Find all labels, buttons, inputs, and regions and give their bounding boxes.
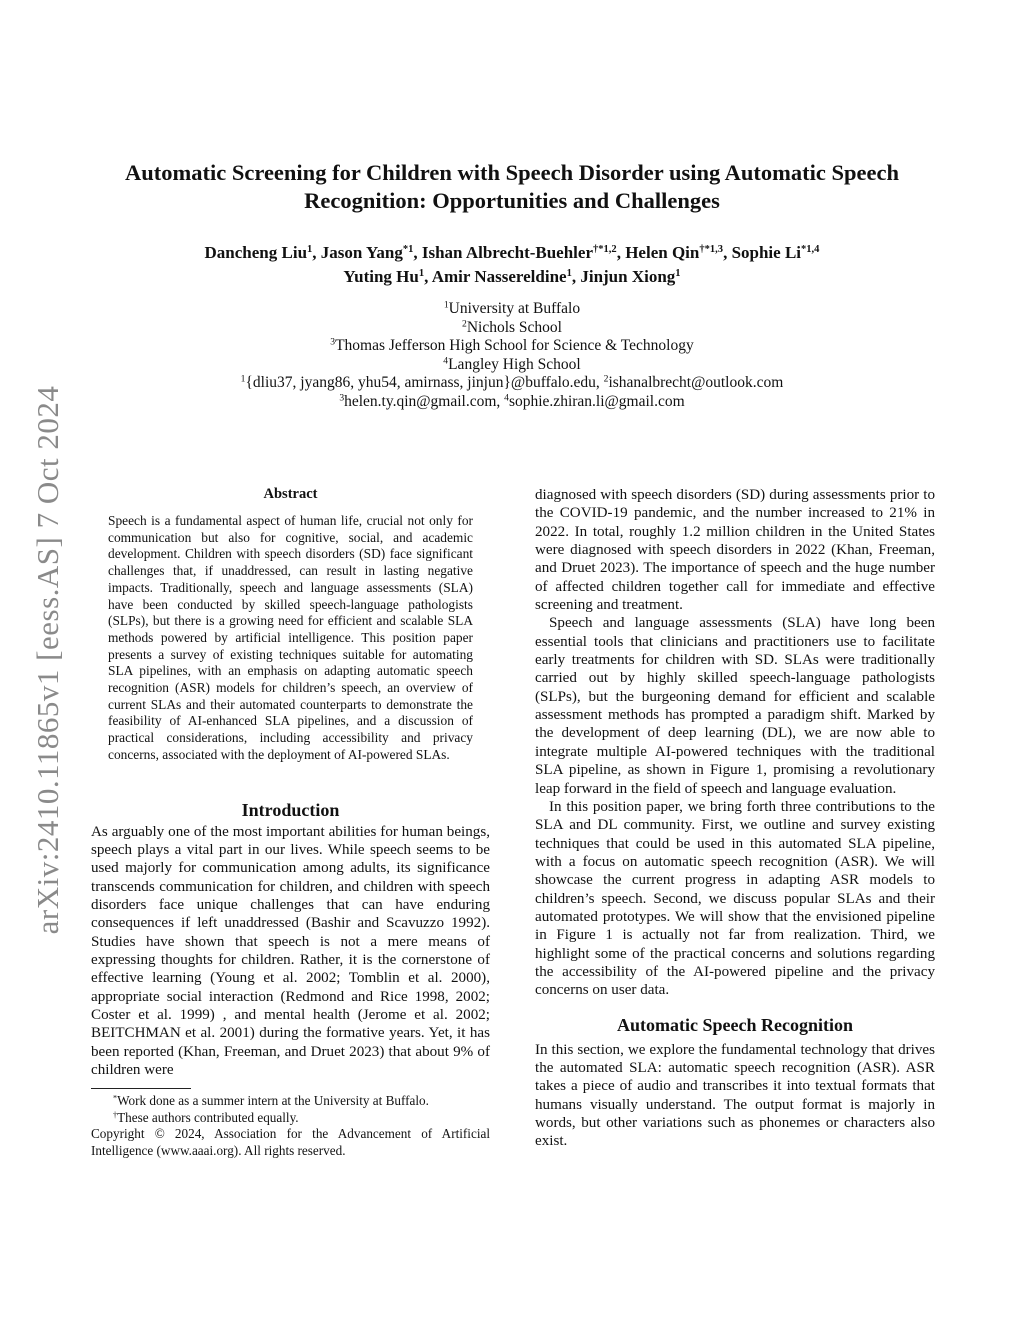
affiliation-text: University at Buffalo <box>448 300 581 317</box>
affiliation-line <box>92 300 932 319</box>
abstract-heading: Abstract <box>263 486 318 502</box>
abstract-text: Speech is a fundamental aspect of human life, crucial not only for communication but also for cognitive, social, and academic development. Children with speech disorders (SD) face significant challenges that, if unaddressed, can result in lasting negative impacts. Traditionally, speech and language assessments (SLA) have been conducted by skilled speech-language pathologists (SLPs), but there is a growing need for efficient and scalable SLA methods powered by artificial intelligence. This position paper presents a survey of existing techniques suitable for automating SLA pipelines, with an emphasis on adapting automatic speech recognition (ASR) models for children’s speech, an overview of current SLAs and their automated counterparts to demonstrate the feasibility of AI-enhanced SLA pipelines, and a discussion of practical considerations, including accessibility and privacy concerns, associated with the deployment of AI-powered SLAs. <box>108 513 473 762</box>
asr-heading: Automatic Speech Recognition <box>617 1014 853 1035</box>
email-marker: 2 <box>603 373 609 385</box>
author-separator: , <box>413 243 422 262</box>
paper-title <box>92 159 932 215</box>
author-separator: , <box>312 243 321 262</box>
affiliation-marker: 2 <box>462 318 467 330</box>
author-list <box>92 241 932 289</box>
affiliation-marker: 4 <box>443 355 449 367</box>
footnote-text: These authors contributed equally. <box>117 1109 299 1125</box>
footnote-2 <box>91 1110 490 1127</box>
author-name: Jason Yang <box>320 243 403 262</box>
title-line-1: Automatic Screening for Children with Speech Disorder using Automatic Speech <box>125 160 899 185</box>
introduction-heading: Introduction <box>241 799 340 820</box>
email-address[interactable]: ishanalbrecht@outlook.com <box>608 374 784 391</box>
email-line <box>92 374 932 393</box>
footnote-marker: † <box>113 1110 118 1120</box>
authors-line-2 <box>92 265 932 289</box>
paragraph-continuation: diagnosed with speech disorders (SD) during assessments prior to the COVID-19 pandemic, and the number increased to 21% in 2022. In total, roughly 1.2 million children in the United States were diagnosed with speech disorders in 2022 (Khan, Freeman, and Druet 2023). The importance of speech and the huge number of affected children together call for immediate and effective screening and treatment. <box>535 487 935 614</box>
footnote-marker: * <box>113 1093 118 1103</box>
author-name: Yuting Hu <box>343 267 419 286</box>
affiliation-block <box>92 300 932 411</box>
author-separator: , <box>616 243 626 262</box>
left-column <box>91 485 490 1159</box>
author-separator: , <box>424 267 432 286</box>
title-line-2: Recognition: Opportunities and Challenges <box>304 188 720 213</box>
affiliation-line <box>92 319 932 338</box>
affiliation-marker: 3 <box>330 336 336 348</box>
authors-line-1 <box>92 241 932 265</box>
author-name: Jinjun Xiong <box>580 267 676 286</box>
email-address[interactable]: sophie.zhiran.li@gmail.com <box>508 392 685 410</box>
author-name: Amir Nassereldine <box>431 267 567 286</box>
asr-paragraph: In this section, we explore the fundamental technology that drives the automated SLA: automatic speech recognition (ASR). ASR takes a piece of audio and transcribes it into textual formats that humans visually understand. The output format is majorly in words, but other variations such as phonemes or characters also exist. <box>535 1041 935 1150</box>
author-affiliation-marker: 1 <box>566 268 572 280</box>
paragraph-sla: Speech and language assessments (SLA) have long been essential tools that clinicians and practitioners use to facilitate early treatments for children with SD. SLAs were traditionally carried out by highly skilled speech-language pathologists (SLPs), but the burgeoning demand for efficient and scalable assessment methods has prompted a paradigm shift. Marked by the development of deep learning (DL), we are now able to integrate multiple AI-powered techniques with the traditional SLA pipeline, as shown in Figure 1, promising a revolutionary leap forward in the field of speech and language evaluation. <box>535 615 935 797</box>
footnote-divider <box>91 1088 191 1089</box>
author-separator: , <box>571 267 581 286</box>
author-name: Ishan Albrecht-Buehler <box>421 243 593 262</box>
author-separator: , <box>723 243 732 262</box>
author-affiliation-marker: *1,4 <box>801 244 820 256</box>
affiliation-marker: 1 <box>443 299 449 311</box>
author-affiliation-marker: 1 <box>418 268 425 280</box>
email-marker: 3 <box>339 392 345 404</box>
footnote-text: Work done as a summer intern at the University at Buffalo. <box>117 1093 429 1109</box>
right-column <box>535 486 935 1151</box>
author-affiliation-marker: †*1,2 <box>593 244 617 256</box>
copyright-notice: Copyright © 2024, Association for the Advancement of Artificial Intelligence (www.aaai.org). All rights reserved. <box>91 1126 490 1158</box>
footnotes <box>91 1093 490 1159</box>
author-name: Dancheng Liu <box>204 243 308 262</box>
author-affiliation-marker: 1 <box>307 244 313 256</box>
email-marker: 1 <box>240 373 246 385</box>
affiliation-text: Nichols School <box>466 318 562 336</box>
author-affiliation-marker: †*1,3 <box>699 244 724 256</box>
arxiv-identifier-stamp[interactable]: arXiv:2410.11865v1 [eess.AS] 7 Oct 2024 <box>30 385 65 935</box>
footnote-1 <box>91 1093 490 1110</box>
email-address[interactable]: {dliu37, jyang86, yhu54, amirnass, jinjun}@buffalo.edu, <box>245 374 604 391</box>
affiliation-line <box>92 356 932 375</box>
affiliation-text: Thomas Jefferson High School for Science & Technology <box>335 337 694 354</box>
paragraph-contributions: In this position paper, we bring forth three contributions to the SLA and DL community. First, we outline and survey existing techniques that could be used in this automated SLA pipeline, with a focus on automatic speech recognition (ASR). We will showcase the current progress in adapting ASR models to children’s speech. Second, we discuss popular SLAs and their automated prototypes. We will show that the envisioned pipeline in Figure 1 is actually not far from realization. Third, we highlight some of the practical concerns and solutions regarding the accessibility of the AI-powered pipeline and the privacy concerns on user data. <box>535 798 935 999</box>
author-affiliation-marker: *1 <box>402 244 414 256</box>
author-name: Sophie Li <box>731 243 802 262</box>
email-marker: 4 <box>504 392 509 404</box>
email-address[interactable]: helen.ty.qin@gmail.com, <box>344 392 505 410</box>
introduction-paragraph: As arguably one of the most important abilities for human beings, speech plays a vital part in our lives. While speech seems to be used majorly for communication among adults, its significance transcends communication for children, and children with speech disorders face unique challenges that can have enduring consequences if left unaddressed (Bashir and Scavuzzo 1992). Studies have shown that speech is not a mere means of expressing thoughts for children. Rather, it is the cornerstone of effective learning (Young et al. 2002; Tomblin et al. 2000), appropriate social interaction (Redmond and Rice 1998, 2002; Coster et al. 1999) , and mental health (Jerome et al. 2002; BEITCHMAN et al. 2001) during the formative years. Yet, it has been reported (Khan, Freeman, and Druet 2023) that about 9% of children were <box>91 823 490 1079</box>
affiliation-line <box>92 337 932 356</box>
email-line <box>92 393 932 412</box>
author-name: Helen Qin <box>625 243 700 262</box>
author-affiliation-marker: 1 <box>675 268 681 280</box>
affiliation-text: Langley High School <box>448 355 581 373</box>
